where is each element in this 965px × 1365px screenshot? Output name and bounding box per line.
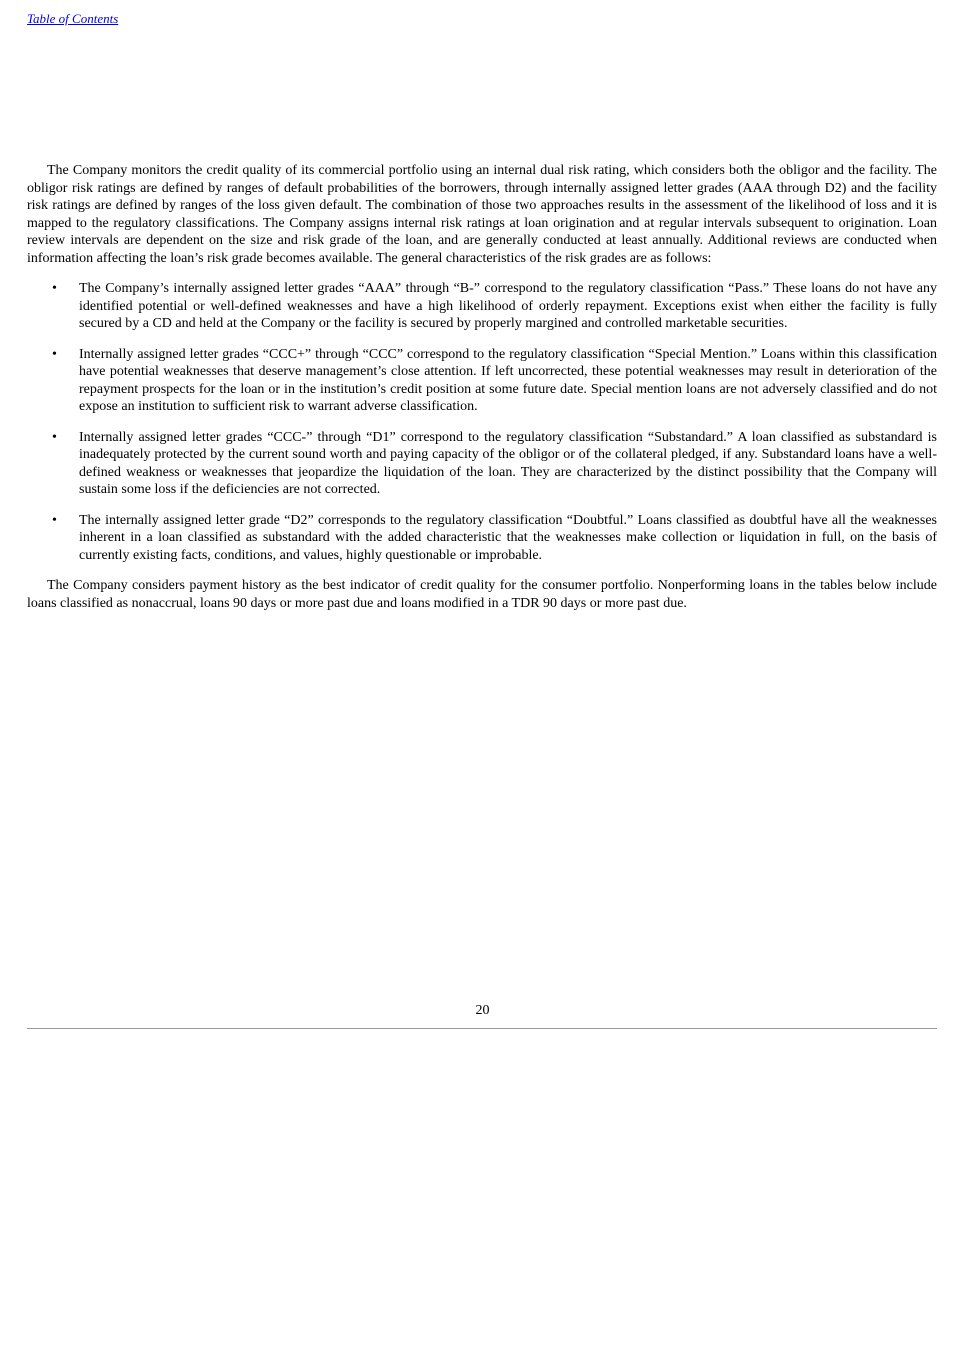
bullet-icon: • xyxy=(52,429,57,445)
table-of-contents-link[interactable]: Table of Contents xyxy=(27,11,119,26)
bullet-icon: • xyxy=(52,512,57,528)
closing-paragraph: The Company considers payment history as the best indicator of credit quality for the consumer portfolio. Nonperforming loans in the tables below include loans classified as nonaccrual, loans 90 days or more past due and loans modified in a TDR 90 days or more past due. xyxy=(27,578,937,611)
list-item-text: Internally assigned letter grades “CCC+” through “CCC” correspond to the regulatory classification “Special Mention.” Loans within this classification have potential weaknesses that deserve management’s close attention. If left uncorrected, these potential weaknesses may result in deterioration of the repayment prospects for the loan or in the institution’s credit position at some future date. Special mention loans are not adversely classified and do not expose an institution to sufficient risk to warrant adverse classification. xyxy=(79,346,937,414)
footer-divider xyxy=(27,1028,937,1029)
bullet-icon: • xyxy=(52,346,57,362)
list-item-substandard xyxy=(27,429,937,499)
page-number: 20 xyxy=(475,1003,490,1018)
risk-grade-list xyxy=(27,280,937,564)
intro-paragraph: The Company monitors the credit quality of its commercial portfolio using an internal dual risk rating, which considers both the obligor and the facility. The obligor risk ratings are defined by ranges of default probabilities of the borrowers, through internally assigned letter grades (AAA through D2) and the facility risk ratings are defined by ranges of the loss given default. The combination of those two approaches results in the assessment of the likelihood of loss and it is mapped to the regulatory classifications. The Company assigns internal risk ratings at loan origination and at regular intervals subsequent to origination. Loan review intervals are dependent on the size and risk grade of the loan, and are generally conducted at least annually. Additional reviews are conducted when information affecting the loan’s risk grade becomes available. The general characteristics of the risk grades are as follows: xyxy=(27,163,937,266)
bullet-icon: • xyxy=(52,281,57,296)
list-item-doubtful xyxy=(27,512,937,565)
list-item-pass xyxy=(27,280,937,333)
list-item-special-mention xyxy=(27,346,937,416)
list-item-text: The Company’s internally assigned letter grades “AAA” through “B-” correspond to the regulatory classification “Pass.” These loans do not have any identified potential or well-defined weaknesses and have a high likelihood of orderly repayment. Exceptions exist when either the facility is fully secured by a CD and held at the Company or the facility is secured by properly margined and controlled marketable securities. xyxy=(79,281,937,331)
list-item-text: The internally assigned letter grade “D2” corresponds to the regulatory classification “Doubtful.” Loans classified as doubtful have all the weaknesses inherent in a loan classified as substandard with the added characteristic that the weaknesses make collection or liquidation in full, on the basis of currently existing facts, conditions, and values, highly questionable or improbable. xyxy=(79,512,937,563)
document-body xyxy=(27,162,937,625)
list-item-text: Internally assigned letter grades “CCC-” through “D1” correspond to the regulatory classification “Substandard.” A loan classified as substandard is inadequately protected by the current sound worth and paying capacity of the obligor or of the collateral pledged, if any. Substandard loans have a well-defined weakness or weaknesses that jeopardize the liquidation of the loan. They are characterized by the distinct possibility that the Company will sustain some loss if the deficiencies are not corrected. xyxy=(79,429,937,497)
